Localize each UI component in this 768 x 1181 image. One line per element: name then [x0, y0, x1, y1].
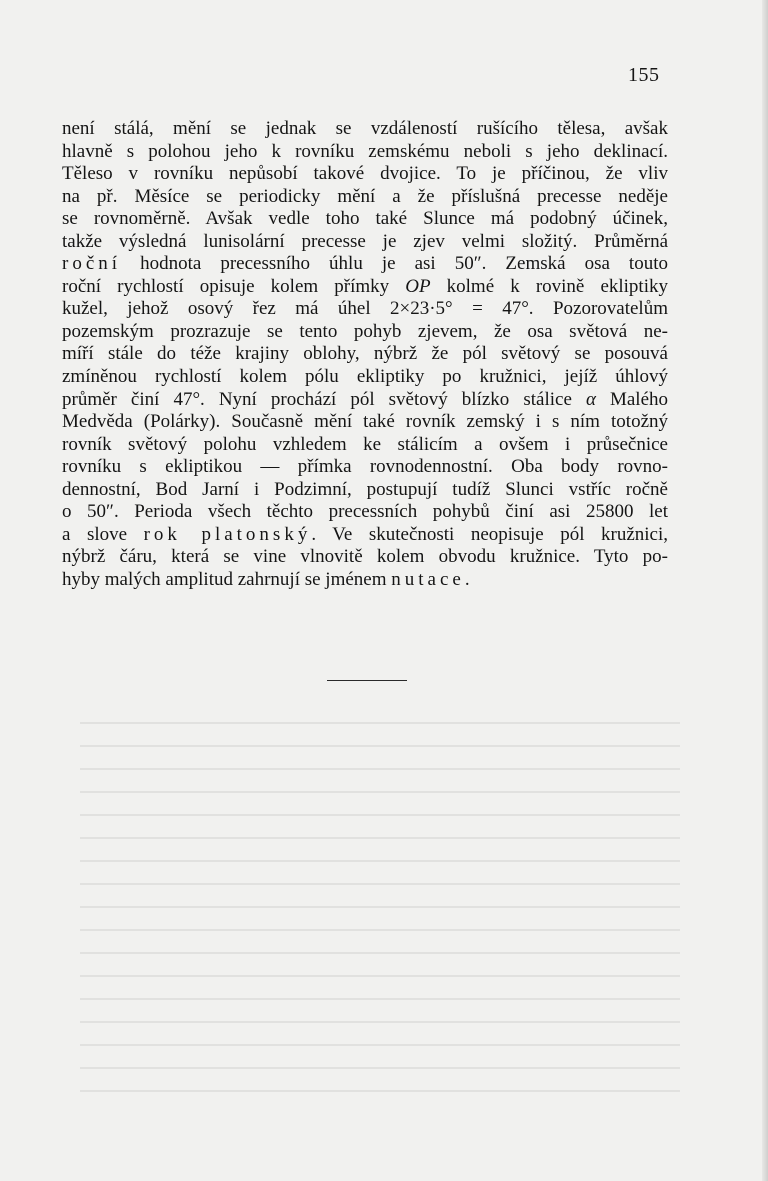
spaced-term: nutace — [391, 568, 465, 590]
text-line: zmíněnou rychlostí kolem pólu ekliptiky po kružnici, jejíž úhlový — [62, 366, 668, 388]
text-line: Medvěda (Polárky). Současně mění také rovník zemský i s ním totožný — [62, 411, 668, 433]
text-line: Těleso v rovníku nepůsobí takové dvojice. To je příčinou, že vliv — [62, 163, 668, 185]
text-line: roční rychlostí opisuje kolem přímky OP kolmé k rovině ekliptiky — [62, 275, 668, 297]
text-line: dennostní, Bod Jarní i Podzimní, postupují tudíž Slunci vstříc ročně — [62, 478, 668, 500]
italic-term: OP — [405, 275, 431, 297]
text-line: o 50″. Perioda všech těchto precessních pohybů činí asi 25800 let — [62, 501, 668, 523]
text-line: hyby malých amplitud zahrnují se jménem nutace. — [62, 568, 470, 590]
text-line: rovník světový polohu vzhledem ke stálicím a ovšem i průsečnice — [62, 433, 668, 455]
text-line: průměr činí 47°. Nyní prochází pól světový blízko stálice α Malého — [62, 388, 669, 410]
spaced-term: roční — [62, 253, 122, 275]
text-line: není stálá, mění se jednak se vzdáleností rušícího tělesa, avšak — [62, 118, 668, 139]
page-number: 155 — [628, 64, 660, 86]
section-divider — [327, 680, 407, 681]
spaced-term: rok platonský — [143, 523, 312, 545]
text-line: takže výsledná lunisolární precesse je zjev velmi složitý. Průměrná — [62, 230, 668, 252]
reverse-side-show-through — [80, 722, 680, 1142]
text-line: a slove rok platonský. Ve skutečnosti neopisuje pól kružnici, — [62, 523, 669, 545]
text-line: míří stále do téže krajiny oblohy, nýbrž že pól světový se posouvá — [62, 343, 668, 365]
text-line: pozemským prozrazuje se tento pohyb zjevem, že osa světová ne- — [62, 320, 668, 342]
body-paragraph — [62, 118, 668, 591]
text-line: roční hodnota precessního úhlu je asi 50″. Zemská osa touto — [62, 253, 668, 275]
text-line: hlavně s polohou jeho k rovníku zemskému neboli s jeho deklinací. — [62, 140, 668, 162]
text-line: nýbrž čáru, která se vine vlnovitě kolem obvodu kružnice. Tyto po- — [62, 546, 668, 568]
text-line: kužel, jehož osový řez má úhel 2×23·5° = 47°. Pozorovatelům — [62, 298, 668, 320]
italic-term: α — [585, 388, 596, 410]
text-line: rovníku s ekliptikou — přímka rovnodennostní. Oba body rovno- — [62, 456, 668, 478]
text-line: na př. Měsíce se periodicky mění a že příslušná precesse neděje — [62, 185, 668, 207]
text-line: se rovnoměrně. Avšak vedle toho také Slunce má podobný účinek, — [62, 208, 668, 230]
page-edge-shadow — [762, 0, 768, 1181]
